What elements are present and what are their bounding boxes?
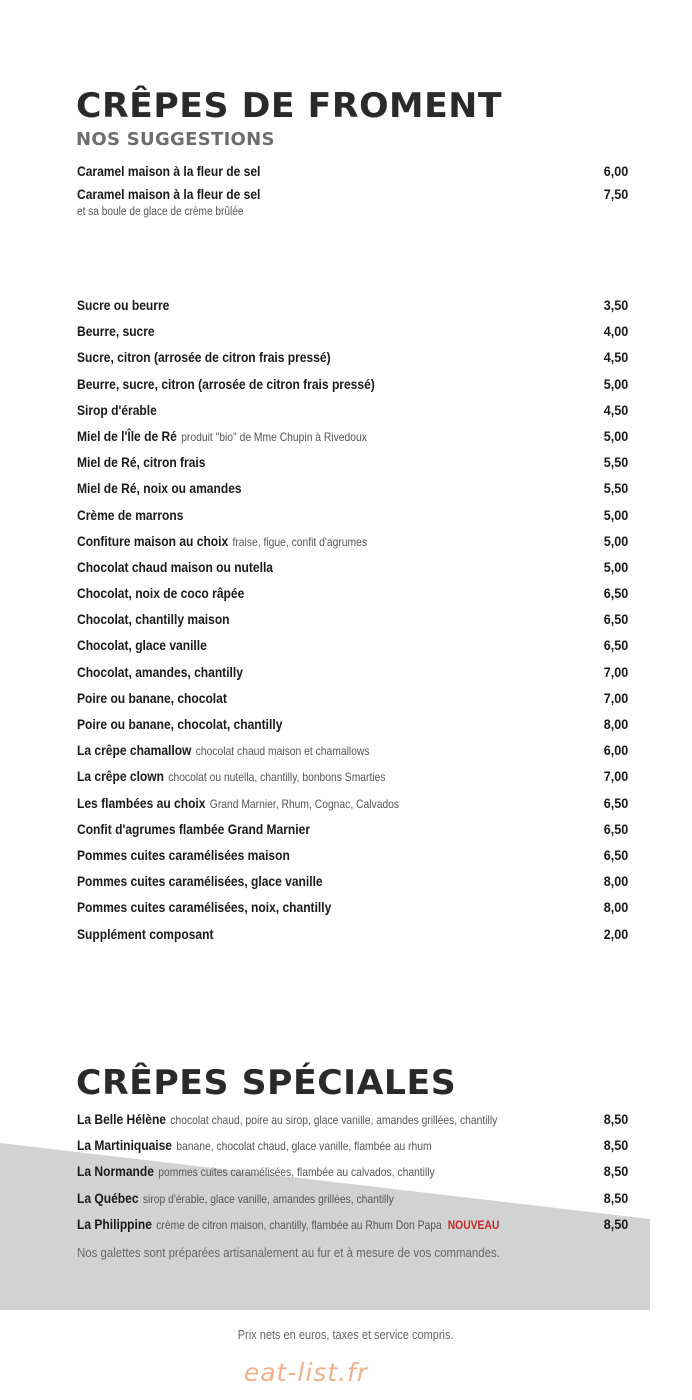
menu-item-text [77, 659, 243, 685]
menu-item-price: 3,50 [603, 297, 628, 313]
new-badge: NOUVEAU [447, 1217, 500, 1232]
menu-item-text [77, 502, 183, 528]
menu-item [77, 423, 628, 449]
menu-item-price: 6,50 [603, 611, 628, 628]
menu-item-text [77, 632, 207, 658]
menu-item-price: 5,50 [603, 454, 628, 471]
menu-item-price: 2,00 [603, 925, 628, 942]
menu-item-price: 8,50 [603, 1111, 628, 1127]
menu-item-text [77, 737, 370, 764]
menu-item [77, 371, 628, 397]
menu-item-name: Confit d'agrumes flambée Grand Marnier [77, 820, 311, 837]
menu-item-price: 7,00 [603, 663, 628, 680]
menu-item [77, 790, 628, 816]
menu-item-name: Chocolat, noix de coco râpée [77, 585, 245, 602]
menu-item [77, 606, 628, 632]
menu-item-price: 8,50 [603, 1189, 628, 1206]
menu-item [77, 921, 628, 947]
menu-item-text [77, 868, 323, 894]
menu-item [77, 528, 628, 554]
menu-item [77, 1158, 628, 1184]
menu-item-price: 8,00 [603, 899, 628, 916]
menu-item-text [77, 842, 290, 868]
section-title-crepes-froment: CRÊPES DE FROMENT [76, 86, 502, 126]
menu-item-text [77, 580, 244, 606]
menu-item-description: Grand Marnier, Rhum, Cognac, Calvados [209, 796, 400, 811]
menu-item-text [77, 763, 386, 790]
menu-item [77, 292, 628, 318]
menu-item-name: Sucre, citron (arrosée de citron frais pressé) [77, 349, 331, 366]
menu-item-name: Caramel maison à la fleur de sel [77, 163, 261, 179]
menu-item [77, 344, 628, 370]
section-subtitle-suggestions: NOS SUGGESTIONS [76, 129, 275, 150]
menu-item-price: 6,50 [603, 585, 628, 602]
menu-item-price: 7,00 [603, 689, 628, 706]
menu-item-name: Miel de l'Île de Ré [77, 427, 177, 444]
menu-item-text [77, 816, 310, 842]
menu-item-description: produit "bio" de Mme Chupin à Rivedoux [181, 429, 367, 444]
menu-item-text [77, 554, 273, 580]
menu-item [77, 160, 628, 183]
prices-note [0, 1328, 692, 1342]
menu-item-description: pommes cuites caramélisées, flambée au calvados, chantilly [158, 1165, 435, 1180]
menu-item-price: 8,00 [603, 716, 628, 732]
menu-item-description: fraise, figue, confit d'agrumes [232, 534, 367, 549]
menu-item-price: 5,00 [603, 375, 628, 392]
menu-item-price: 5,50 [603, 480, 628, 497]
menu-item [77, 737, 628, 763]
menu-item-price: 4,00 [603, 323, 628, 340]
menu-item-name: La Québec [77, 1189, 139, 1206]
menu-item-name: Supplément composant [77, 925, 214, 942]
menu-item-name: Miel de Ré, citron frais [77, 454, 206, 471]
menu-item-description: chocolat ou nutella, chantilly, bonbons Smarties [168, 770, 386, 785]
menu-item-price: 4,50 [603, 401, 628, 418]
menu-item-description: chocolat chaud, poire au sirop, glace vanille, amandes grillées, chantilly [170, 1113, 498, 1127]
menu-item-text [77, 292, 169, 318]
menu-item [77, 868, 628, 894]
menu-item [77, 1132, 628, 1158]
menu-item [77, 894, 628, 920]
menu-item [77, 842, 628, 868]
menu-item-text [77, 423, 367, 450]
menu-item-price: 7,00 [603, 768, 628, 785]
section-title-crepes-speciales: CRÊPES SPÉCIALES [76, 1063, 457, 1103]
menu-item-name: Poire ou banane, chocolat, chantilly [77, 716, 283, 732]
menu-item-name: Miel de Ré, noix ou amandes [77, 480, 242, 497]
menu-item [77, 816, 628, 842]
prices-note-text: Prix nets en euros, taxes et service compris. [238, 1328, 454, 1342]
menu-item-price: 5,00 [603, 532, 628, 549]
menu-item [77, 318, 628, 344]
menu-item-text [77, 449, 205, 475]
menu-item-description: sirop d'érable, glace vanille, amandes grillées, chantilly [142, 1191, 394, 1206]
menu-item-text [77, 894, 331, 920]
menu-item [77, 659, 628, 685]
menu-item-price: 5,00 [603, 558, 628, 575]
menu-item [77, 580, 628, 606]
menu-item-description: chocolat chaud maison et chamallows [195, 744, 370, 759]
menu-item-text [77, 344, 331, 370]
menu-item-text [77, 711, 282, 737]
menu-item-name: Crème de marrons [77, 506, 184, 523]
menu-item-name: Pommes cuites caramélisées maison [77, 846, 290, 863]
menu-item-name: Confiture maison au choix [77, 532, 229, 549]
menu-item [77, 449, 628, 475]
menu-item-name: La Philippine [77, 1215, 152, 1232]
menu-item-text [77, 475, 242, 501]
suggestions-list [77, 160, 628, 206]
menu-item-price: 4,50 [603, 349, 628, 366]
menu-item-price: 6,50 [603, 794, 628, 811]
menu-item [77, 397, 628, 423]
menu-item-text [77, 685, 227, 711]
menu-item-name: La Normande [77, 1163, 154, 1180]
menu-item-name: Sirop d'érable [77, 401, 157, 418]
watermark-logo: eat-list.fr [243, 1358, 369, 1387]
menu-item-text [77, 528, 367, 555]
menu-item-description: crème de citron maison, chantilly, flambée au Rhum Don Papa [156, 1217, 442, 1232]
suggestion-note: et sa boule de glace de crème brûlée [77, 206, 244, 218]
crepes-froment-list [77, 292, 628, 947]
menu-item [77, 554, 628, 580]
menu-item-name: Caramel maison à la fleur de sel [77, 186, 261, 202]
menu-item-price: 6,00 [603, 742, 628, 759]
menu-item [77, 685, 628, 711]
menu-item-name: Les flambées au choix [77, 794, 206, 811]
menu-item-price: 7,50 [603, 186, 628, 202]
menu-item-text [77, 790, 399, 817]
menu-item-price: 6,50 [603, 820, 628, 837]
menu-item-name: Chocolat, amandes, chantilly [77, 663, 243, 680]
menu-item-name: Chocolat, chantilly maison [77, 611, 230, 628]
menu-item-name: La Belle Hélène [77, 1111, 167, 1127]
menu-item-text [77, 606, 230, 632]
galettes-note: Nos galettes sont préparées artisanalement au fur et à mesure de vos commandes. [77, 1245, 500, 1260]
menu-item-price: 8,50 [603, 1137, 628, 1154]
menu-item-price: 8,00 [603, 873, 628, 890]
menu-item-price: 8,50 [603, 1163, 628, 1180]
menu-item-name: La crêpe chamallow [77, 742, 192, 759]
menu-item-name: Chocolat, glace vanille [77, 637, 207, 654]
menu-item-text [77, 921, 213, 947]
menu-item-price: 5,00 [603, 506, 628, 523]
menu-item-name: Pommes cuites caramélisées, glace vanille [77, 873, 323, 890]
menu-item-text [77, 1158, 435, 1185]
menu-item-text [77, 1185, 394, 1212]
menu-item-price: 6,50 [603, 846, 628, 863]
menu-item [77, 632, 628, 658]
menu-item-text [77, 371, 375, 397]
crepes-speciales-list [77, 1106, 628, 1237]
menu-item-name: La crêpe clown [77, 768, 164, 785]
menu-item-price: 8,50 [603, 1215, 628, 1232]
menu-item-name: Beurre, sucre, citron (arrosée de citron frais pressé) [77, 375, 375, 392]
menu-item [77, 1211, 628, 1237]
menu-item-text [77, 183, 260, 206]
menu-item-price: 5,00 [603, 427, 628, 444]
menu-item [77, 183, 628, 206]
menu-item-name: Chocolat chaud maison ou nutella [77, 558, 274, 575]
menu-item [77, 763, 628, 789]
menu-item-name: La Martiniquaise [77, 1137, 173, 1154]
menu-item-name: Pommes cuites caramélisées, noix, chantilly [77, 899, 332, 916]
menu-item-name: Poire ou banane, chocolat [77, 689, 227, 706]
menu-item-description: banane, chocolat chaud, glace vanille, flambée au rhum [176, 1139, 432, 1154]
menu-item-text [77, 397, 157, 423]
menu-item-price: 6,00 [603, 163, 628, 179]
menu-item [77, 502, 628, 528]
menu-item-price: 6,50 [603, 637, 628, 654]
menu-item [77, 1185, 628, 1211]
menu-item-text [77, 318, 155, 344]
menu-item-text [77, 1211, 499, 1238]
menu-item [77, 475, 628, 501]
menu-item-text [77, 1132, 432, 1159]
menu-item [77, 1106, 628, 1132]
menu-item-text [77, 160, 260, 183]
menu-item-name: Sucre ou beurre [77, 297, 170, 313]
menu-item-text [77, 1106, 497, 1133]
menu-item [77, 711, 628, 737]
menu-item-name: Beurre, sucre [77, 323, 155, 340]
